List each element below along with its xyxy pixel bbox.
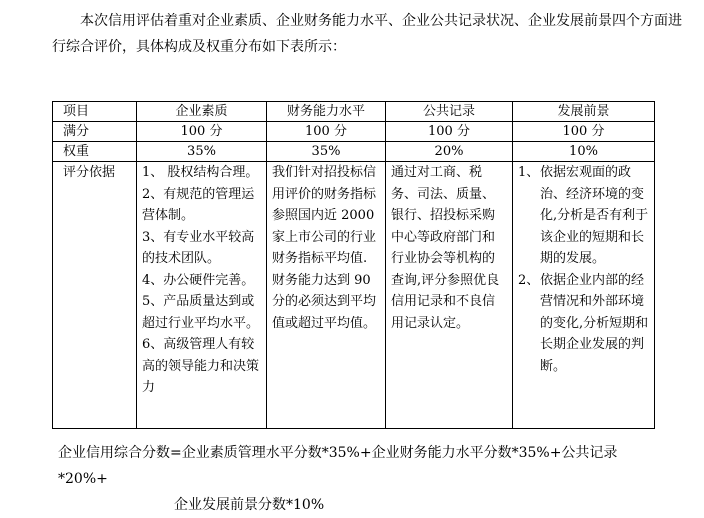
quality-item: 1、 股权结构合理。 [142,165,259,180]
header-record: 公共记录 [386,102,513,122]
weight-cell: 35% [267,142,386,162]
full-score-row [53,122,655,142]
prospect-item-number: 2、 [518,272,540,288]
weight-row [53,142,655,162]
header-quality: 企业素质 [137,102,267,122]
header-finance: 财务能力水平 [267,102,386,122]
prospect-item-text: 依据宏观面的政治、经济环境的变化,分析是否有利于该企业的短期和长期的发展。 [540,165,649,266]
evaluation-table [52,101,655,429]
basis-quality [137,162,267,429]
weight-label: 权重 [53,142,137,162]
score-formula [58,440,658,518]
weight-cell: 20% [386,142,513,162]
header-prospect: 发展前景 [513,102,655,122]
basis-record [386,162,513,429]
basis-row [53,162,655,429]
prospect-item-number: 1、 [518,165,540,180]
header-item: 项目 [53,102,137,122]
weight-cell: 35% [137,142,267,162]
full-score-cell: 100 分 [386,122,513,142]
prospect-item [518,162,649,270]
full-score-label: 满分 [53,122,137,142]
full-score-cell: 100 分 [137,122,267,142]
quality-item: 3、有专业水平较高的技术团队。 [142,229,255,266]
weight-cell: 10% [513,142,655,162]
formula-line-2: 企业发展前景分数*10% [174,497,325,513]
quality-item: 4、办公硬件完善。 [142,272,255,288]
formula-line-1: 企业信用综合分数=企业素质管理水平分数*35%+企业财务能力水平分数*35%+公共记录*20%+ [58,445,618,487]
table-header-row [53,102,655,122]
intro-paragraph: 本次信用评估着重对企业素质、企业财务能力水平、企业公共记录状况、企业发展前景四个方面进行综合评价，具体构成及权重分布如下表所示： [52,13,682,55]
basis-finance [267,162,386,429]
full-score-cell: 100 分 [513,122,655,142]
quality-item: 2、有规范的管理运营体制。 [142,186,255,223]
prospect-item [518,270,649,378]
quality-item: 5、产品质量达到或超过行业平均水平。 [142,294,260,331]
quality-item: 6、高级管理人有较高的领导能力和决策力 [142,337,260,395]
record-text: 通过对工商、税务、司法、质量、银行、招投标采购中心等政府部门和行业协会等机构的查询,评分参照优良信用记录和不良信用记录认定。 [391,165,500,331]
prospect-item-text: 依据企业内部的经营情况和外部环境的变化,分析短期和长期企业发展的判断。 [540,272,649,374]
full-score-cell: 100 分 [267,122,386,142]
basis-label: 评分依据 [53,162,137,429]
basis-prospect [513,162,655,429]
finance-text: 我们针对招投标信用评价的财务指标参照国内近 2000 家上市公司的行业财务指标平均值.财务能力达到 90 分的必须达到平均值或超过平均值。 [272,165,377,331]
